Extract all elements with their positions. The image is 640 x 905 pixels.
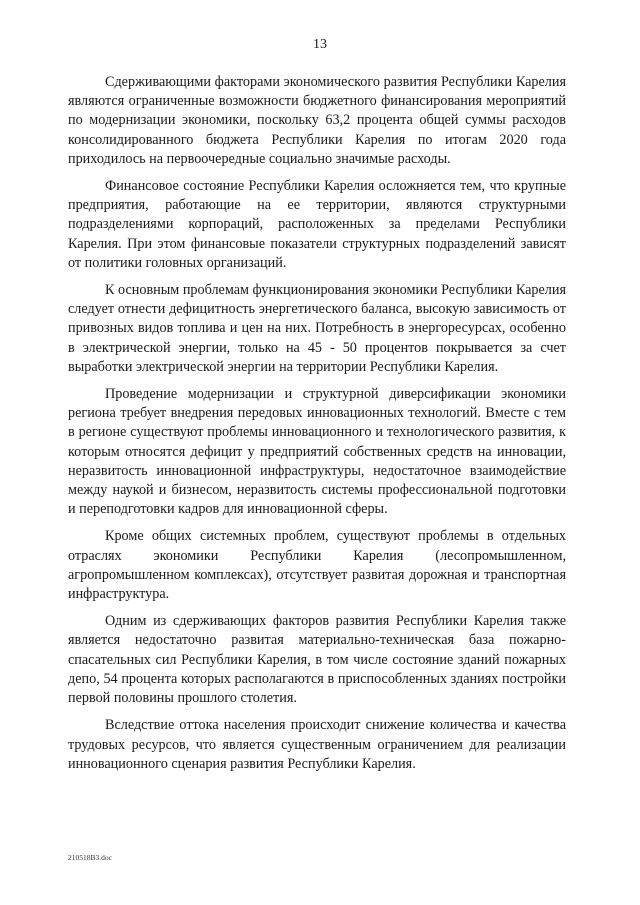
- footer-file-code: 210518В3.doc: [68, 853, 112, 862]
- paragraph-sector-problems: Кроме общих системных проблем, существуют проблемы в отдельных отраслях экономики Республики Карелия (лесопромышленном, агропромышленном комплексах), отсутствует развитая дорожная и транспортная инфраструктура.: [68, 528, 566, 603]
- paragraph-fire-services: Одним из сдерживающих факторов развития Республики Карелия также является недостаточно развитая материально-техническая база пожарно-спасательных сил Республики Карелия, в том числе состояние зданий пожарных депо, 54 процента которых располагаются в приспособленных зданиях постройки первой половины прошлого столетия.: [68, 613, 566, 707]
- paragraph-financial-state: Финансовое состояние Республики Карелия осложняется тем, что крупные предприятия, работающие на ее территории, являются структурными подразделениями корпораций, расположенных за пределами Республики Карелия. При этом финансовые показатели структурных подразделений зависят от политики головных организаций.: [68, 178, 566, 271]
- paragraph-innovation: Проведение модернизации и структурной диверсификации экономики региона требует внедрения передовых инновационных технологий. Вместе с тем в регионе существуют проблемы инновационного и технологического развития, к которым относятся дефицит у предприятий собственных средств на инновации, неразвитость инновационной инфраструктуры, недостаточное взаимодействие между наукой и бизнесом, неразвитость системы профессиональной подготовки и переподготовки кадров для инновационной сферы.: [68, 386, 566, 518]
- document-body: [68, 73, 566, 774]
- page-number: 13: [313, 37, 327, 52]
- paragraph-budget-constraints: Сдерживающими факторами экономического развития Республики Карелия являются ограниченные возможности бюджетного финансирования мероприятий по модернизации экономики, поскольку 63,2 процента общей суммы расходов консолидированного бюджета Республики Карелия по итогам 2020 года приходилось на первоочередные социально значимые расходы.: [68, 74, 566, 167]
- paragraph-energy-problems: К основным проблемам функционирования экономики Республики Карелия следует отнести дефицитность энергетического баланса, высокую зависимость от привозных видов топлива и цен на них. Потребность в энергоресурсах, особенно в электрической энергии, только на 45 - 50 процентов покрывается за счет выработки электрической энергии на территории Республики Карелия.: [68, 282, 566, 375]
- paragraph-labor-resources: Вследствие оттока населения происходит снижение количества и качества трудовых ресурсов, что является существенным ограничением для реализации инновационного сценария развития Республики Карелия.: [68, 717, 566, 772]
